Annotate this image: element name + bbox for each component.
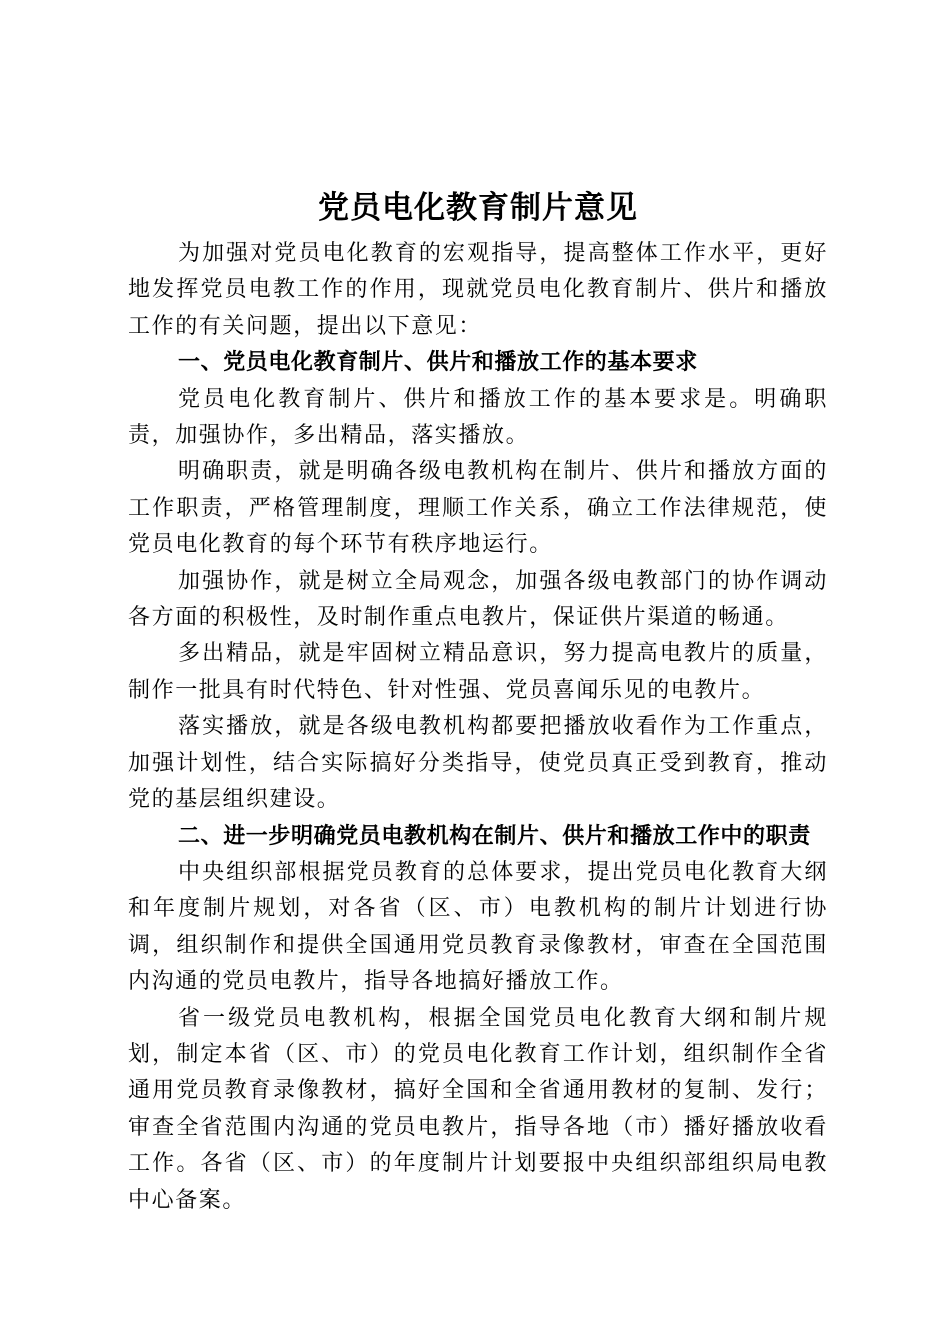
paragraph-central-department: 中央组织部根据党员教育的总体要求，提出党员电化教育大纲和年度制片规划，对各省（区、市）电教机构的制片计划进行协调，组织制作和提供全国通用党员教育录像教材，审查在全国范围内沟通的党员电教片，指导各地搞好播放工作。 [128,859,828,995]
section-heading-1: 一、党员电化教育制片、供片和播放工作的基本要求 [178,350,698,376]
paragraph-provincial-institutions: 省一级党员电教机构，根据全国党员电化教育大纲和制片规划，制定本省（区、市）的党员电化教育工作计划，组织制作全省通用党员教育录像教材，搞好全国和全省通用教材的复制、发行；审查全省范围内沟通的党员电教片，指导各地（市）播好播放收看工作。各省（区、市）的年度制片计划要报中央组织部组织局电教中心备案。 [128,1005,828,1213]
paragraph-intro: 为加强对党员电化教育的宏观指导，提高整体工作水平，更好地发挥党员电教工作的作用，现就党员电化教育制片、供片和播放工作的有关问题，提出以下意见： [128,241,828,339]
paragraph-basic-requirements: 党员电化教育制片、供片和播放工作的基本要求是。明确职责，加强协作，多出精品，落实播放。 [128,386,828,449]
document-page [128,184,828,1219]
section-heading-2: 二、进一步明确党员电教机构在制片、供片和播放工作中的职责 [178,823,811,849]
document-title: 党员电化教育制片意见 [318,190,638,226]
paragraph-implement-broadcast: 落实播放，就是各级电教机构都要把播放收看作为工作重点，加强计划性，结合实际搞好分类指导，使党员真正受到教育，推动党的基层组织建设。 [128,714,828,813]
paragraph-strengthen-cooperation: 加强协作，就是树立全局观念，加强各级电教部门的协作调动各方面的积极性，及时制作重点电教片，保证供片渠道的畅通。 [128,568,828,631]
paragraph-clarify-duties: 明确职责，就是明确各级电教机构在制片、供片和播放方面的工作职责，严格管理制度，理顺工作关系，确立工作法律规范，使党员电化教育的每个环节有秩序地运行。 [128,459,828,558]
paragraph-quality-works: 多出精品，就是牢固树立精品意识，努力提高电教片的质量，制作一批具有时代特色、针对性强、党员喜闻乐见的电教片。 [128,641,828,703]
